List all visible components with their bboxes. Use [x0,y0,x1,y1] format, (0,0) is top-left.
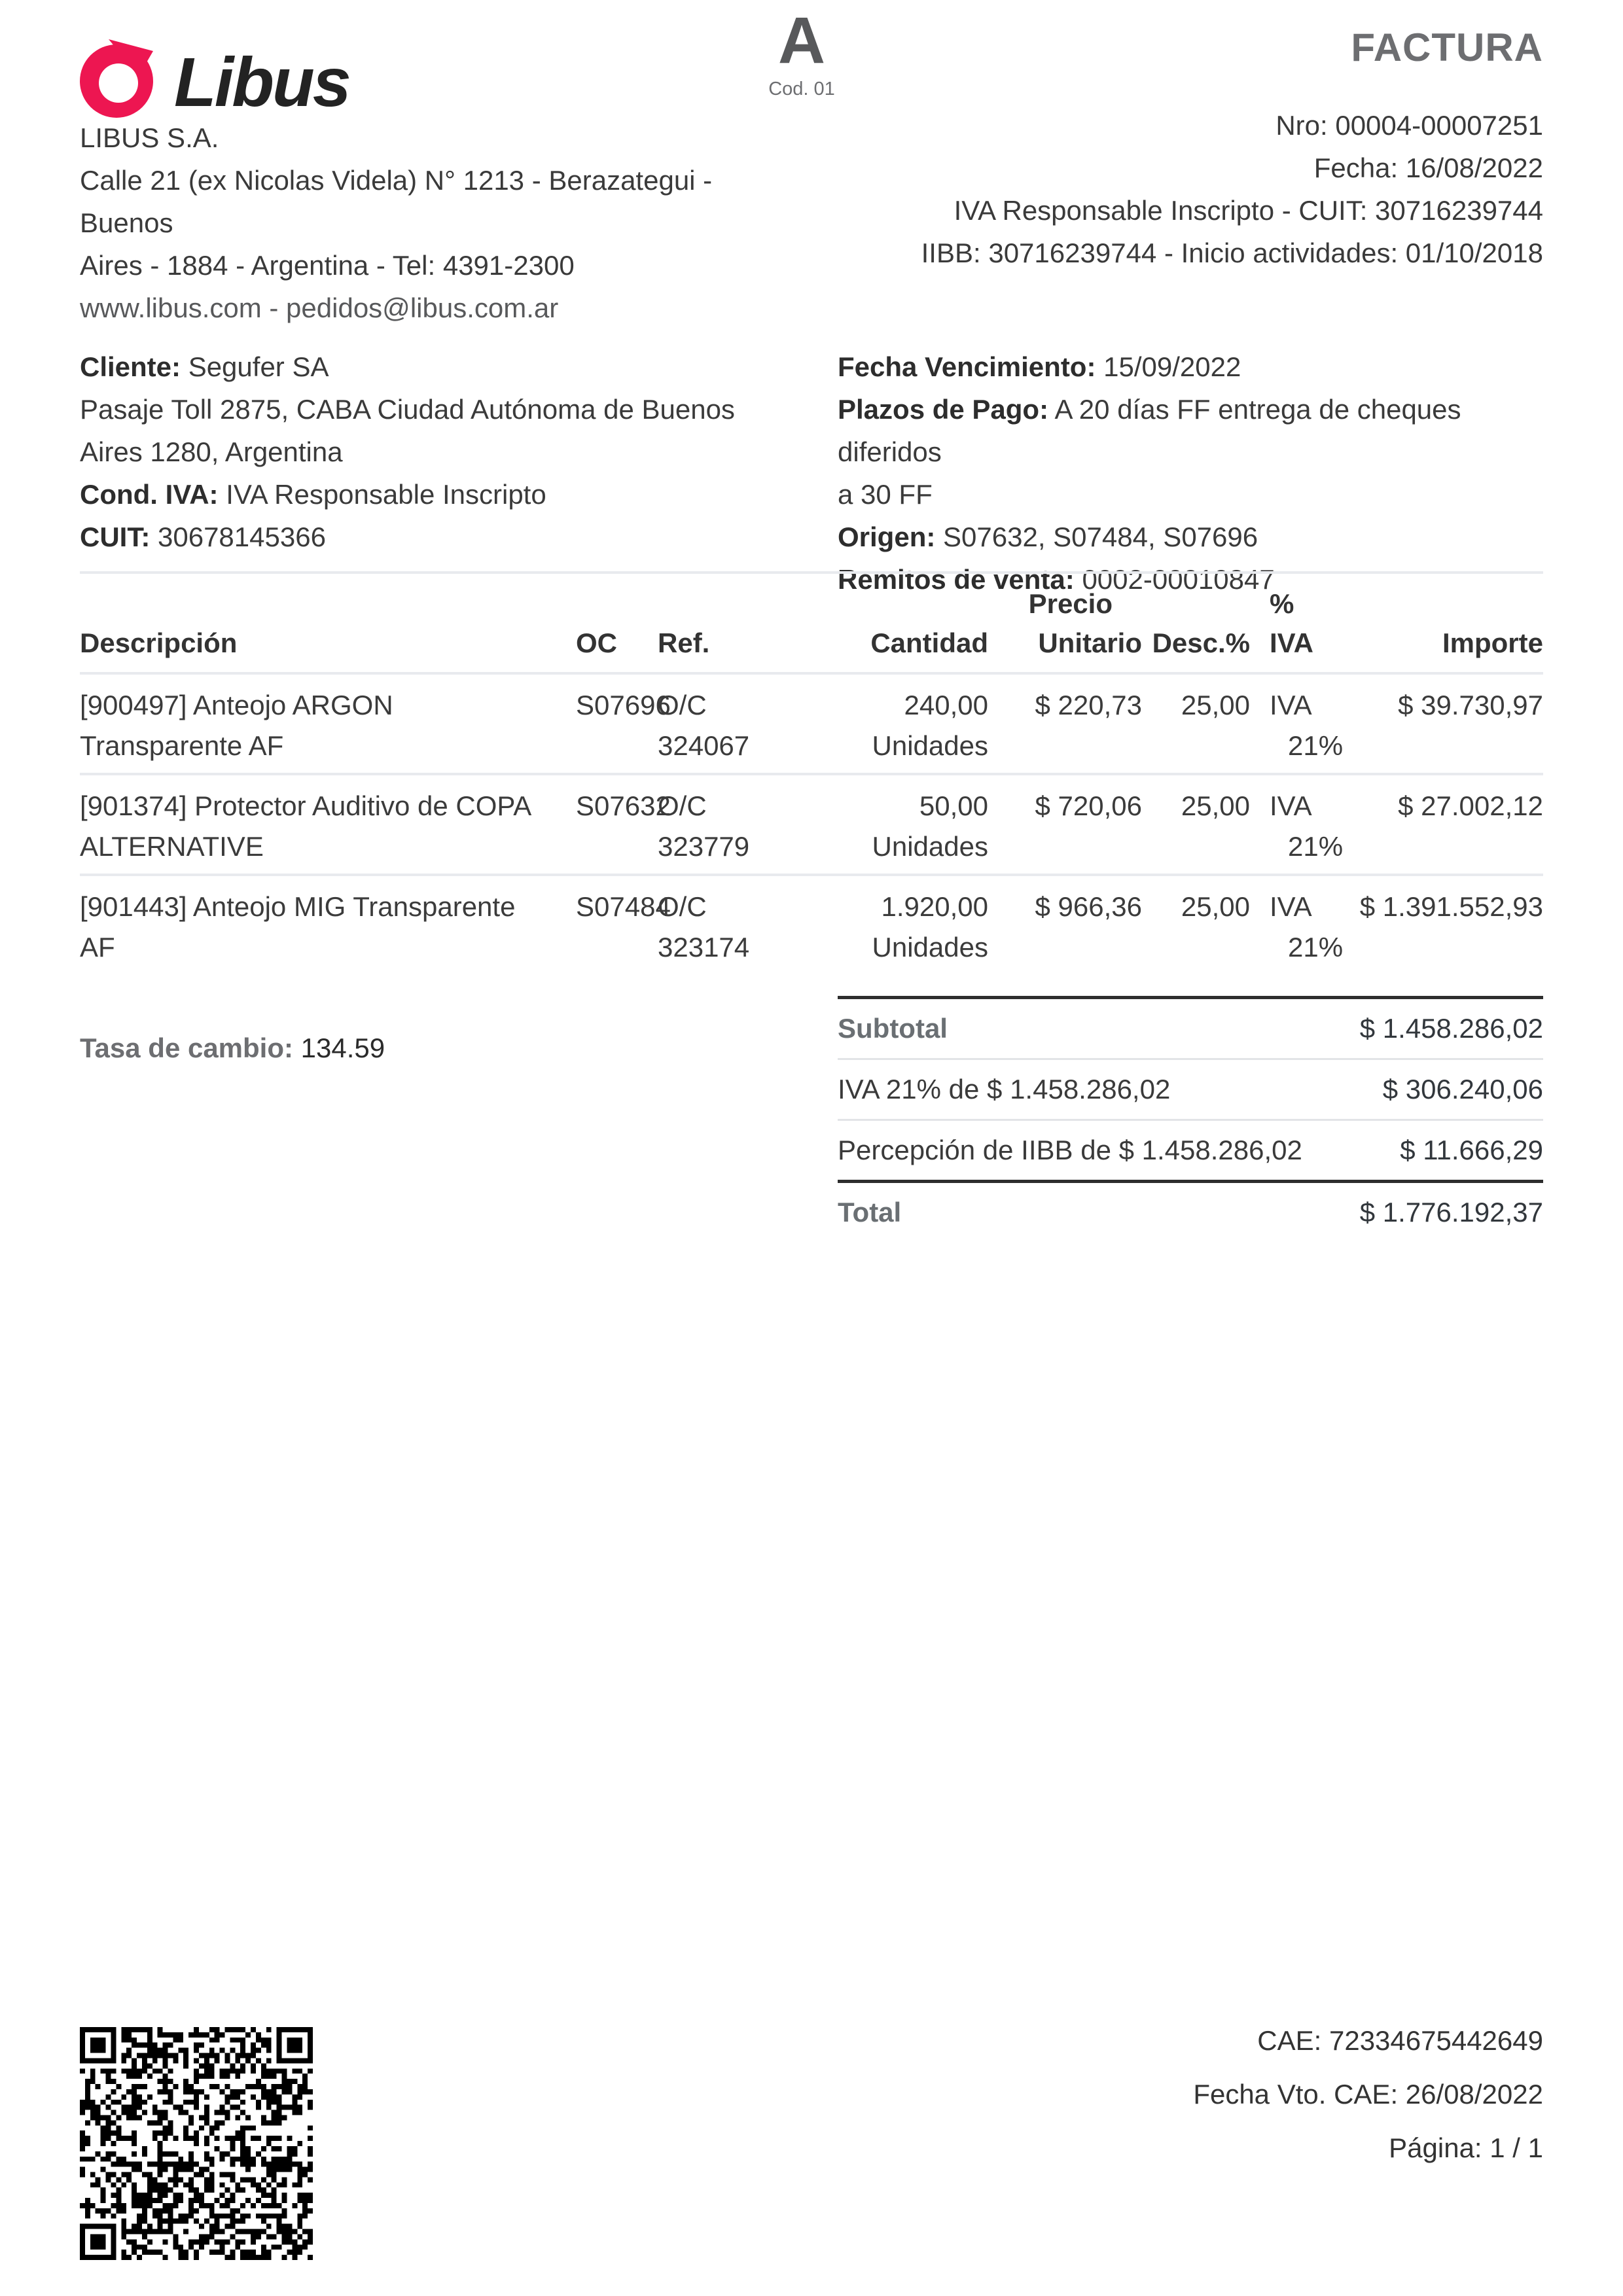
total-row [838,1180,1543,1242]
iva-total-row [838,1058,1543,1119]
subtotal-row [838,996,1543,1058]
libus-logo-icon [80,31,157,120]
cae-number: CAE: 72334675442649 [1257,2025,1543,2056]
total-label: Total [838,1197,902,1227]
item-discount: 25,00 [1181,790,1250,821]
iibb-label: Percepción de IIBB de $ 1.458.286,02 [838,1135,1302,1165]
company-address-line2: Aires - 1884 - Argentina - Tel: 4391-2300 [80,250,575,281]
client-address-line1: Pasaje Toll 2875, CABA Ciudad Autónoma de Buenos [80,394,735,425]
item-amount: $ 39.730,97 [1398,690,1543,720]
item-unit-price: $ 720,06 [1035,790,1142,821]
company-info [80,116,800,329]
cae-info [1193,2014,1543,2175]
exchange-rate [80,1033,385,1064]
payment-terms-line1 [838,388,1543,473]
payment-terms-line2: a 30 FF [838,479,933,510]
client-name-line [80,345,793,388]
document-title: FACTURA [1351,26,1543,69]
page-number: Página: 1 / 1 [1389,2132,1543,2163]
company-name: LIBUS S.A. [80,122,219,153]
client-iva-label: Cond. IVA: [80,479,219,510]
origin-value: S07632, S07484, S07696 [943,521,1258,552]
item-oc: S07696 [576,690,671,720]
iva-total-value: $ 306.240,06 [1382,1074,1543,1104]
items-table-header [80,571,1543,672]
company-logo [80,31,349,122]
table-row [80,874,1543,974]
header-quantity: Cantidad [870,627,988,658]
item-ref: O/C 323779 [658,790,750,862]
item-unit-price: $ 966,36 [1035,891,1142,922]
item-discount: 25,00 [1181,690,1250,720]
remitos-label: Remitos de venta: [838,564,1075,595]
item-unit-price: $ 220,73 [1035,690,1142,720]
invoice-date: Fecha: 16/08/2022 [1313,152,1543,183]
header-iva: % IVA [1270,588,1313,658]
item-quantity: 1.920,00 Unidades [872,891,988,963]
client-name: Segufer SA [188,351,329,382]
item-iva: IVA 21% [1270,790,1344,862]
header-amount: Importe [1442,627,1543,658]
payment-terms-value1: A 20 días FF entrega de cheques diferidos [838,394,1461,467]
company-address-line1: Calle 21 (ex Nicolas Videla) N° 1213 - Berazategui - Buenos [80,165,713,238]
item-description: [901374] Protector Auditivo de COPA ALTERNATIVE [80,790,532,862]
item-ref: O/C 323174 [658,891,750,963]
client-address-line2: Aires 1280, Argentina [80,436,343,467]
payment-terms-label: Plazos de Pago: [838,394,1049,425]
invoice-number: Nro: 00004-00007251 [1275,110,1543,141]
item-ref: O/C 324067 [658,690,750,761]
item-iva: IVA 21% [1270,891,1344,963]
iibb-value: $ 11.666,29 [1400,1135,1543,1165]
invoice-meta [921,25,1543,274]
item-description: [900497] Anteojo ARGON Transparente AF [80,690,393,761]
invoice-type-box [736,4,867,100]
item-amount: $ 1.391.552,93 [1359,891,1543,922]
table-row [80,672,1543,773]
iva-total-label: IVA 21% de $ 1.458.286,02 [838,1074,1171,1104]
invoice-iva-cuit: IVA Responsable Inscripto - CUIT: 30716239744 [954,195,1543,226]
client-cuit-line [80,516,793,558]
item-description: [901443] Anteojo MIG Transparente AF [80,891,516,963]
header-ref: Ref. [658,627,710,658]
item-discount: 25,00 [1181,891,1250,922]
item-quantity: 240,00 Unidades [872,690,988,761]
company-website: www.libus.com - pedidos@libus.com.ar [80,292,559,323]
qr-code [80,2027,313,2260]
item-quantity: 50,00 Unidades [872,790,988,862]
table-row [80,773,1543,874]
totals-section [838,996,1543,1242]
cae-due-date: Fecha Vto. CAE: 26/08/2022 [1193,2079,1543,2110]
item-oc: S07484 [576,891,671,922]
invoice-letter: A [777,4,826,77]
remitos-value: 0002-00010847 [1082,564,1275,595]
client-iva-line [80,473,793,516]
header-discount: Desc.% [1152,627,1250,658]
due-date-value: 15/09/2022 [1103,351,1241,382]
client-info [80,345,793,558]
total-value: $ 1.776.192,37 [1359,1197,1543,1227]
exchange-rate-value: 134.59 [300,1033,385,1063]
item-oc: S07632 [576,790,671,821]
origin-label: Origen: [838,521,936,552]
header-description: Descripción [80,627,238,658]
header-oc: OC [576,627,617,658]
invoice-code: Cod. 01 [768,79,835,99]
due-date-label: Fecha Vencimiento: [838,351,1096,382]
item-iva: IVA 21% [1270,690,1344,761]
client-cuit-label: CUIT: [80,521,151,552]
header-unit-price: Precio Unitario [1028,588,1142,658]
item-amount: $ 27.002,12 [1398,790,1543,821]
client-iva-value: IVA Responsable Inscripto [226,479,546,510]
invoice-iibb: IIBB: 30716239744 - Inicio actividades: 01/10/2018 [921,238,1543,268]
exchange-rate-label: Tasa de cambio: [80,1033,293,1063]
payment-info [838,345,1543,601]
client-label: Cliente: [80,351,181,382]
subtotal-label: Subtotal [838,1013,948,1044]
iibb-row [838,1119,1543,1180]
items-table [80,571,1543,974]
due-date-line [838,345,1543,388]
origin-line [838,516,1543,558]
client-cuit-value: 30678145366 [158,521,326,552]
logo-wordmark: Libus [174,44,349,121]
subtotal-value: $ 1.458.286,02 [1359,1013,1543,1044]
